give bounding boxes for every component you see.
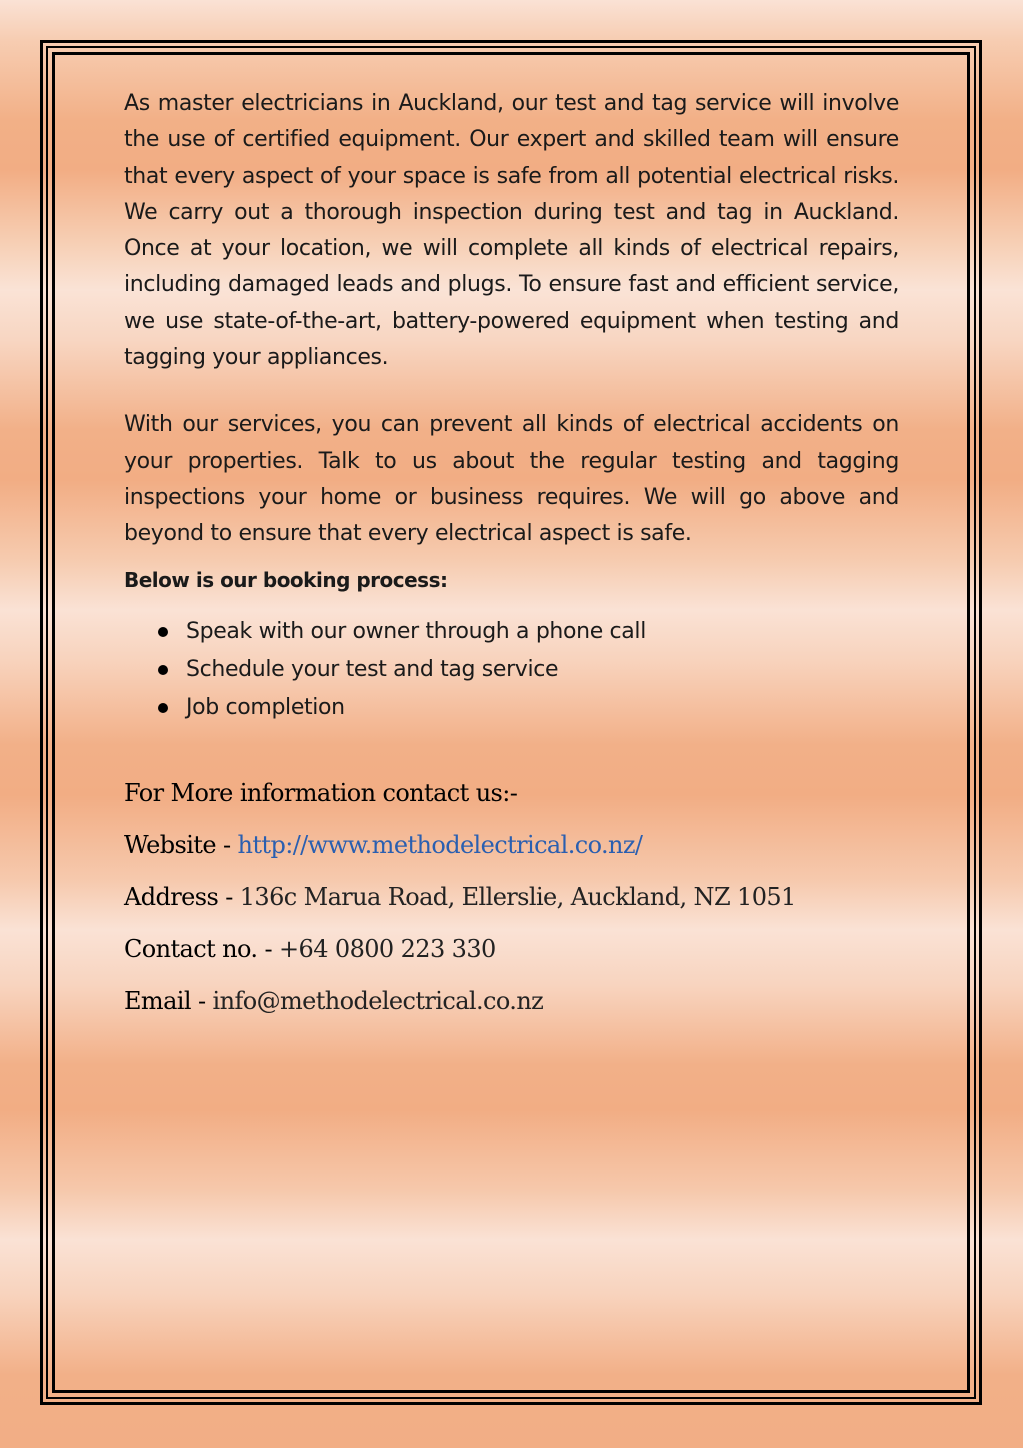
bullet-icon — [158, 665, 168, 675]
website-label: Website - — [124, 830, 231, 859]
booking-step-text: Schedule your test and tag service — [186, 656, 559, 682]
contact-heading-line — [124, 767, 899, 819]
intro-paragraph: As master electricians in Auckland, our test and tag service will involve the use of certified equipment. Our expert and skilled team will ensure that every aspect of your space is safe from all potential electrical risks. We carry out a thorough inspection during test and tag in Auckland. Once at your location, we will complete all kinds of electrical repairs, including damaged leads and plugs. To ensure fast and efficient service, we use state-of-the-art, battery-powered equipment when testing and tagging your appliances. — [124, 91, 899, 371]
phone-line — [124, 923, 899, 975]
website-line — [124, 819, 899, 871]
email-line — [124, 975, 899, 1027]
address-value: 136c Marua Road, Ellerslie, Auckland, NZ 1051 — [239, 882, 796, 911]
booking-step — [124, 651, 899, 689]
booking-step-text: Speak with our owner through a phone call — [186, 618, 646, 644]
website-link[interactable]: http://www.methodelectrical.co.nz/ — [237, 830, 643, 859]
address-line — [124, 871, 899, 923]
phone-label: Contact no. - — [124, 934, 272, 963]
booking-step — [124, 689, 899, 727]
address-label: Address - — [124, 882, 233, 911]
booking-steps-list — [124, 613, 899, 727]
booking-step — [124, 613, 899, 651]
booking-heading: Below is our booking process: — [124, 567, 448, 592]
bullet-icon — [158, 703, 168, 713]
services-paragraph: With our services, you can prevent all kinds of electrical accidents on your properties. Talk to us about the regular testing and tagging inspections your home or business requires. We will go above and beyond to ensure that every electrical aspect is safe. — [124, 412, 899, 547]
email-value: info@methodelectrical.co.nz — [212, 986, 544, 1015]
contact-heading: For More information contact us:- — [124, 778, 518, 807]
page-content — [124, 86, 899, 1027]
email-label: Email - — [124, 986, 206, 1015]
contact-section — [124, 767, 899, 1027]
booking-step-text: Job completion — [186, 694, 345, 720]
phone-value: +64 0800 223 330 — [279, 934, 496, 963]
bullet-icon — [158, 627, 168, 637]
